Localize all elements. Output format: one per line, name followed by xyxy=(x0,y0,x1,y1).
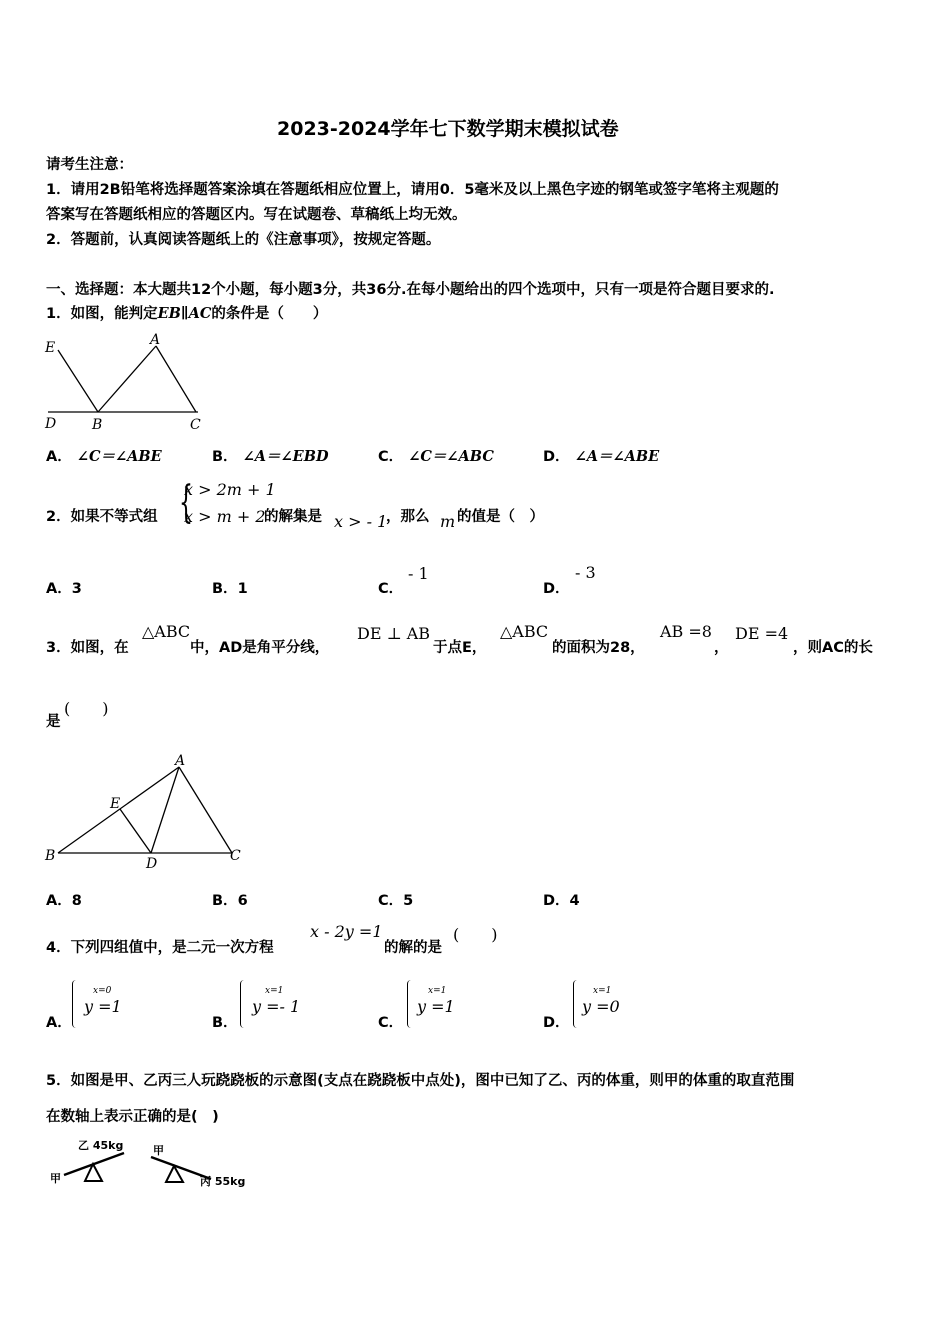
q3-triangle-1: △ABC xyxy=(142,622,191,641)
q1-label-B: B xyxy=(92,417,103,433)
q4-option-d-brace xyxy=(573,980,578,1028)
notice-line-2: 2．答题前，认真阅读答题纸上的《注意事项》，按规定答题。 xyxy=(46,232,441,248)
q2-solution: x > - 1 xyxy=(334,512,388,531)
q3-line-ED xyxy=(120,809,151,853)
q4-option-a-top: x=0 xyxy=(93,986,112,996)
section-heading: 一、选择题：本大题共12个小题，每小题3分，共36分.在每小题给出的四个选项中，只有一项是符合题目要求的. xyxy=(46,282,775,298)
q4-option-b-label: B． xyxy=(212,1015,238,1031)
q2-stem-d: 的值是（ ） xyxy=(457,509,544,525)
q3-text-3: 于点E， xyxy=(433,640,487,656)
q3-option-a: A．8 xyxy=(46,893,82,909)
q4-option-a-brace xyxy=(72,980,77,1028)
q1-line-EB xyxy=(58,350,98,412)
q3-line-AC xyxy=(179,767,232,853)
q2-option-c-value: - 1 xyxy=(408,564,429,583)
q3-text-6: 是 xyxy=(46,714,61,730)
q1-label-D: D xyxy=(45,416,57,432)
q3-option-d: D．4 xyxy=(543,893,580,909)
q3-figure xyxy=(40,752,250,872)
q4-stem-b: 的解的是 xyxy=(384,940,442,956)
q4-option-d-top: x=1 xyxy=(593,986,612,996)
q3-label-D: D xyxy=(146,856,158,872)
q3-label-E: E xyxy=(110,796,121,812)
q1-stem xyxy=(46,302,327,323)
q4-option-b-top: x=1 xyxy=(265,986,284,996)
q3-text-4: 的面积为28， xyxy=(552,640,645,656)
q5-line-2: 在数轴上表示正确的是( ) xyxy=(46,1109,219,1125)
q2-variable-m: m xyxy=(440,512,456,531)
q2-stem-b: 的解集是 xyxy=(264,509,322,525)
q1-label-A: A xyxy=(150,332,161,348)
q2-option-c-label: C． xyxy=(378,581,404,597)
q2-system-line-1: x > 2m + 1 xyxy=(184,480,276,499)
q2-stem-a: 2．如果不等式组 xyxy=(46,509,158,525)
q4-option-c-bottom: y =1 xyxy=(417,997,455,1016)
q3-text-1: 3．如图，在 xyxy=(46,640,129,656)
q4-equation: x - 2y =1 xyxy=(310,922,383,941)
q3-text-2: 中，AD是角平分线， xyxy=(190,640,330,656)
q4-option-c-top: x=1 xyxy=(428,986,447,996)
q5-figure-seesaw-1 xyxy=(46,1135,136,1195)
q2-option-b: B．1 xyxy=(212,581,248,597)
q2-option-d-label: D． xyxy=(543,581,570,597)
q4-option-b-bottom: y =- 1 xyxy=(252,997,301,1016)
q4-option-d-label: D． xyxy=(543,1015,570,1031)
q1-option-b: B． ∠A＝∠EBD xyxy=(212,448,329,465)
q3-ab: AB =8 xyxy=(660,622,712,641)
q1-label-C: C xyxy=(190,417,201,433)
q4-option-a-label: A． xyxy=(46,1015,72,1031)
q2-system-line-2: x > m + 2 xyxy=(184,507,266,526)
notice-heading: 请考生注意： xyxy=(46,157,133,173)
q5-fig2-label-jia: 甲 xyxy=(153,1144,164,1157)
q5-line-1: 5．如图是甲、乙丙三人玩跷跷板的示意图(支点在跷跷板中点处)，图中已知了乙、丙的体重，则甲的体重的取直范围 xyxy=(46,1073,795,1089)
q1-stem-b: 的条件是（ ） xyxy=(211,306,328,322)
q3-label-C: C xyxy=(230,848,241,864)
page-title: 2023-2024学年七下数学期末模拟试卷 xyxy=(277,118,619,140)
q4-option-c-label: C． xyxy=(378,1015,404,1031)
q3-perp: DE ⊥ AB xyxy=(357,624,431,643)
q1-option-c: C． ∠C＝∠ABC xyxy=(378,448,494,465)
q4-option-a-bottom: y =1 xyxy=(84,997,122,1016)
q1-line-BA xyxy=(98,346,156,412)
notice-line-1b: 答案写在答题纸相应的答题区内。写在试题卷、草稿纸上均无效。 xyxy=(46,207,467,223)
q3-text-5: ，则AC的长 xyxy=(793,640,873,656)
q1-stem-math: EB∥AC xyxy=(157,305,212,322)
q3-paren: ( ) xyxy=(64,699,109,718)
q1-label-E: E xyxy=(45,340,56,356)
q1-line-AC xyxy=(156,346,196,412)
q3-label-B: B xyxy=(45,848,56,864)
q4-option-b-brace xyxy=(240,980,245,1028)
q2-option-d-value: - 3 xyxy=(575,563,596,582)
q4-stem-a: 4．下列四组值中，是二元一次方程 xyxy=(46,940,274,956)
q3-label-A: A xyxy=(175,753,186,769)
q4-option-c-brace xyxy=(407,980,412,1028)
q3-triangle-2: △ABC xyxy=(500,622,549,641)
q1-figure xyxy=(40,330,220,435)
q3-comma: ， xyxy=(714,640,729,656)
q4-option-d-bottom: y =0 xyxy=(582,997,620,1016)
notice-line-1: 1．请用2B铅笔将选择题答案涂填在答题纸相应位置上，请用0．5毫米及以上黑色字迹的钢笔或签字笔将主观题的 xyxy=(46,182,779,198)
q2-stem-c: ，那么 xyxy=(386,509,430,525)
q2-option-a: A．3 xyxy=(46,581,82,597)
q5-fig1-label-jia: 甲 xyxy=(50,1172,61,1185)
q3-de: DE =4 xyxy=(735,624,789,643)
q2-brace: { xyxy=(179,477,193,528)
q5-fig1-label-yi: 乙 45kg xyxy=(78,1139,124,1152)
q1-option-d: D． ∠A＝∠ABE xyxy=(543,448,660,465)
q3-line-AD xyxy=(151,767,179,853)
q4-paren: ( ) xyxy=(453,925,498,944)
q3-option-c: C．5 xyxy=(378,893,414,909)
q1-stem-a: 1．如图，能判定 xyxy=(46,306,158,322)
q1-option-a: A． ∠C＝∠ABE xyxy=(46,448,162,465)
q5-fig2-label-bing: 丙 55kg xyxy=(200,1175,246,1188)
q3-option-b: B．6 xyxy=(212,893,248,909)
q5-figure-seesaw-2 xyxy=(145,1135,250,1195)
